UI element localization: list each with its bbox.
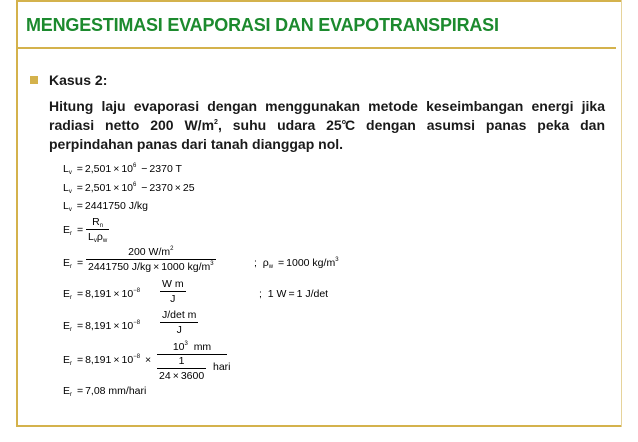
- statement-part-1: Hitung laju evaporasi dengan menggunakan metode keseimbangan energi jika radiasi netto 200 W/m: [49, 98, 605, 133]
- title-underline: [16, 47, 616, 49]
- equation-line-5-note: ; $\rho_w = 1000$ $kg/m^3$: [254, 257, 339, 270]
- fraction-line-8-numerator: $10^3$ mm: [157, 341, 227, 355]
- equation-line-9: $E_r = 7,08$ mm/hari: [63, 385, 147, 398]
- statement-sup-2: o: [341, 119, 346, 126]
- statement-part-2: , suhu udara 25: [217, 117, 342, 133]
- equation-line-2: $L_v = 2,501 \times 10^6 - 2370 \times 25$: [63, 182, 195, 195]
- problem-statement: [49, 97, 605, 154]
- equation-line-8: $E_r = 8,191 \times 10^{-8}$ ×: [63, 354, 152, 367]
- case-label: Kasus 2:: [49, 72, 108, 88]
- equation-line-6-note: ; 1 W = 1 J/det: [259, 288, 329, 300]
- fraction-line-8-inner: $\frac{1}{24 \times 3600}$: [159, 355, 205, 382]
- fraction-line-5: $\frac{200 W/m^2}{2441750 J/kg \times 1000 kg/m^3}$: [88, 246, 214, 273]
- statement-part-3: C dengan asumsi panas peka dan perpindahan panas dari tanah dianggap nol.: [49, 117, 606, 152]
- equation-line-6: $E_r = 8,191 \times 10^{-8}$: [63, 288, 141, 301]
- square-bullet-icon: [30, 76, 38, 84]
- slide-title: MENGESTIMASI EVAPORASI DAN EVAPOTRANSPIRASI: [26, 15, 499, 35]
- equation-line-7: $E_r = 8,191 \times 10^{-8}$: [63, 320, 141, 333]
- fraction-rn-over-lv-rhow: $R_n$ $L_v\rho_w$: [88, 216, 108, 244]
- statement-sup-1: 2: [214, 119, 218, 126]
- slide-frame-top: [16, 0, 622, 2]
- slide-frame-right: [621, 0, 622, 427]
- fraction-line-7: J/det m J: [162, 309, 197, 336]
- equation-line-8-unit: hari: [213, 361, 231, 373]
- slide-frame-left: [16, 0, 18, 426]
- equation-line-1: $L_v = 2,501 \times 10^6 - 2370$ T: [63, 163, 182, 176]
- slide-frame-bottom: [16, 425, 622, 427]
- equation-line-3: $L_v = 2441750$ J/kg: [63, 200, 148, 213]
- equation-line-5: $E_r$ =: [63, 257, 84, 270]
- fraction-line-6: $\frac{\text{W m}}{J}$: [162, 278, 184, 305]
- equation-line-4: $E_r$ =: [63, 224, 84, 237]
